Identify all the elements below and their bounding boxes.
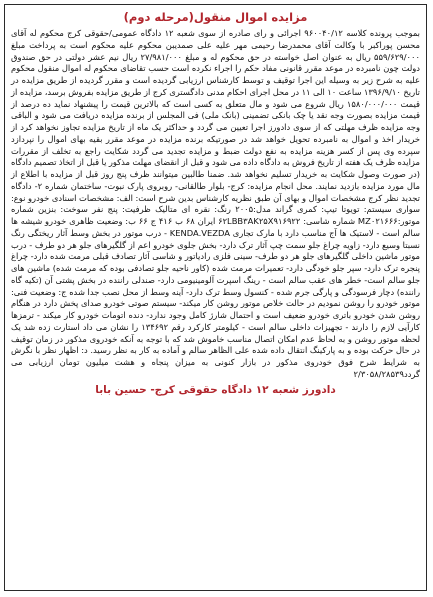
legal-notice-box [4, 4, 427, 591]
notice-title: مزایده اموال منقول(مرحله دوم) [123, 10, 308, 24]
notice-body: بموجب پرونده کلاسه ۹۶۰۰۴۰/۱۲ اجرائی و رای صادره از سوی شعبه ۱۲ دادگاه عمومی/حقوقی کرج محکوم له آقای محسن پوراکبر با وکالت آقای محمدرضا رحیمی مهر علیه علی صمدیبن محکوم علیه محکوم است به پرداخت مبلغ ۵۵۹/۶۲۹/۰۰۰ ریال به عنوان اصل خواسته در حق محکوم له و مبلغ ۲۷/۹۸۱/۰۰۰ ریال نیم عشر دولتی در حق صندوق دولت چون نامبرده در موعد مقرر قانونی مفاد حکم را اجراء نکرده است حسب تقاضای محکوم له اموال منقول محکوم علیه به شرح زیر به وسیله این اجرا توقیف و توسط کارشناس ارزیابی گردیده است و مقرر گردیده از طریق مزایده در تاریخ ۱۳۹۶/۹/۱۰ ساعت ۱۰ الی ۱۱ در محل اجرای احکام مدنی دادگستری کرج از طریق مزایده بفروش برسد، مزایده از قیمت ۱۵۸۰/۰۰۰/۰۰۰ ریال شروع می شود و مال متعلق به کسی است که بالاترین قیمت را پیشنهاد نماید ده درصد از قیمت مزایده بصورت وجه نقد یا چک بانکی تضمینی (بانک ملی) فی المجلس از برنده مزایده دریافت می شود و الباقی وجه مزایده ظرف مهلتی که از سوی دادورز اجرا تعیین می گردد و حداکثر یک ماه از تاریخ مزایده تجاوز نخواهد کرد از خریدار اخذ و اموال به نامبرده تحویل خواهد شد در صورتیکه برنده مزایده در موعد مقرر بقیه بهای اموال را نپردازد سپرده وی پس از کسر هزینه مزایده به نفع دولت ضبط و مزایده تجدید می گردد شکایت راجع به تخلف از مقررات مزایده ظرف یک هفته از تاریخ فروش به دادگاه داده می شود و قبل از انقضای مهلت مذکور یا قبل از اتخاذ تصمیم دادگاه (در صورت وصول شکایت به خریدار تسلیم نخواهد شد. ضمنا طالبین میتوانند ظرف پنج روز قبل از مزایده با اطلاع از مال مورد مزایده بازدید نمایند. محل انجام مزایده: کرج- بلوار طالقانی- روبروی پارک نبوت- ساختمان شماره ۲- دادگاه تجدید نظر کرج مشخصات اموال و بهای آن طبق نظریه کارشناس بدین شرح است: الف: مشخصات اسنادی خودرو نوع: سواری سیستم: تویوتا تیپ: کمری گراند مدل:۲۰۰۵ رنگ: نقره ای متالیک ظرفیت: پنج نفر سوخت: بنزین شماره موتور:MZ۰۲۱۶۶۶ شماره شاسی: ۶۲LBB۳AK۲۵X۹۱۶۹۲۲ ایران ۶۸ ب ۴۱۶ ج ۶۶ ب: وضعیت ظاهری خودرو شیشه ها سالم است - لاستیک ها آج مناسب دارد با مارک تجاری KENDA.VEZDA - درب موتور در بخش وسط آثار ریختگی رنگ نسبتا وسیع دارد- زاویه چراغ جلو سمت چپ آثار ترک دارد- بخش جلوی خودرو اعم از گلگیرهای جلو هر دو طرف - درب موتور ماشین داخلی گلگیرهای جلو هر دو طرف- سینی فلزی رادیاتور و شاسی آثار تصادف قبلی مرمت شده دارد- چراغ پنجره ترک دارد- سپر جلو خودگی دارد- تعمیرات مرمت شده (کاور ناحیه جلو تصادفی بوده که مرمت شده) ماشین های جلو سالم است- خطر های عقب سالم است - رینگ اسپرت آلومینیومی دارد- صندلی راننده در بخش پشتی آن (تکیه گاه راننده) دچار فرسودگی و پارگی جرم شده - کنسول وسط ترک دارد- آینه وسط از محل نصب جدا شده ج: وضعیت فنی: موتور خودرو را روشن نمودیم در حالت خلاص موتور روشن کار میکند- سیستم صوتی خودرو صدای پخش دارد در هنگام روشن شدن خودرو باتری خودرو ضعیف است و احتمال شارژ کامل وجود ندارد- دنده اتومات خودرو کار میکند - ترمزها کارآیی لازم را دارند - تجهیزات داخلی سالم است - کیلومتر کارکرد رقم ۱۳۴۶۹۲ را نشان می داد استارت زده شد یک لحظه موتور روشن و به لحاظ عدم امکان اتصال مناسب خاموش شد که با توجه به آنکه خودروی مذکور در زمان توقیف در حال حرکت بوده و به پارکینگ انتقال داده شده علی الظاهر سالم و آماده به کار به نظر رسید. د: اظهار نظر با نگرش به شرایط شرح فوق خودروی مذکور در بازار کنونی به میزان پنجاه و هشت میلیون تومان ارزیابی می گردد۲/۳۰۵۸/۲۸۵۳۹ [11, 28, 421, 379]
notice-signature: دادورز شعبه ۱۲ دادگاه حقوقی کرج- حسین بابا [95, 383, 336, 396]
